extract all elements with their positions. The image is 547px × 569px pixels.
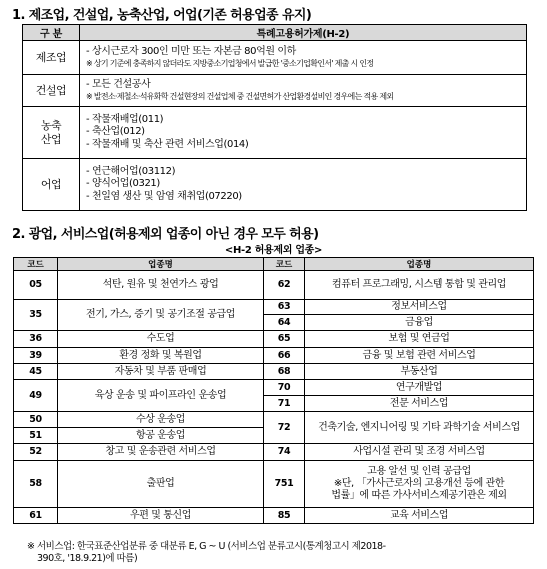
category-label: 건설업 [23, 75, 80, 107]
table-row [14, 331, 534, 348]
industry-name: 금융 및 보험 관련 서비스업 [305, 348, 534, 364]
category-content [80, 159, 527, 211]
table-row-construction [23, 75, 527, 107]
industry-code: 85 [264, 508, 305, 524]
category-content [80, 41, 527, 75]
industry-code: 45 [14, 364, 58, 380]
table-row-manufacturing [23, 41, 527, 75]
category-label-text: 농축 산업 [40, 118, 62, 146]
industry-code: 62 [264, 271, 305, 300]
industry-code: 52 [14, 444, 58, 461]
industry-name: 육상 운송 및 파이프라인 운송업 [58, 380, 264, 412]
industry-name: 보험 및 연금업 [305, 331, 534, 348]
industry-name: 창고 및 운송관련 서비스업 [58, 444, 264, 461]
content-note: ※ 상기 기준에 충족하지 않더라도 지방중소기업청에서 발급한 '중소기업확인서' 제출 시 인정 [86, 59, 374, 69]
industry-name: 석탄, 원유 및 천연가스 광업 [58, 271, 264, 300]
industry-name: 사업시설 관리 및 조경 서비스업 [305, 444, 534, 461]
industry-code: 751 [264, 461, 305, 508]
table-header-row [14, 258, 534, 271]
content-line: - 작물재배 및 축산 관련 서비스업(014) [86, 138, 249, 150]
category-label [23, 107, 80, 159]
industry-code: 49 [14, 380, 58, 412]
industry-name: 전문 서비스업 [305, 396, 534, 412]
industry-code: 66 [264, 348, 305, 364]
category-content [80, 107, 527, 159]
table-row [14, 380, 534, 396]
table-row [14, 364, 534, 380]
footnote-line: ※ 서비스업: 한국표준산업분류 중 대분류 E, G ~ U (서비스업 분류고시(통계청고시 제2018- [27, 541, 386, 552]
industry-code: 50 [14, 412, 58, 428]
industry-name: 건축기술, 엔지니어링 및 기타 과학기술 서비스업 [305, 412, 534, 444]
industry-name: 금융업 [305, 315, 534, 331]
content-line: - 연근해어업(03112) [86, 165, 176, 177]
industry-name: 정보서비스업 [305, 300, 534, 315]
special-employment-table [22, 24, 527, 211]
table-row [14, 444, 534, 461]
industry-code: 70 [264, 380, 305, 396]
industry-name-with-note [305, 461, 534, 508]
table-row [14, 348, 534, 364]
industry-code: 05 [14, 271, 58, 300]
industry-code: 74 [264, 444, 305, 461]
industry-code: 64 [264, 315, 305, 331]
industry-name: 부동산업 [305, 364, 534, 380]
category-content [80, 75, 527, 107]
excluded-industries-subtitle: <H-2 허용제외 업종> [224, 245, 323, 256]
exception-note: 법률」에 따른 가사서비스제공기관은 제외 [331, 490, 507, 501]
category-label: 제조업 [23, 41, 80, 75]
industry-name: 출판업 [58, 461, 264, 508]
category-label: 어업 [23, 159, 80, 211]
industry-code: 68 [264, 364, 305, 380]
table-row-fishery [23, 159, 527, 211]
industry-name: 교육 서비스업 [305, 508, 534, 524]
industry-code: 72 [264, 412, 305, 444]
industry-name: 환경 정화 및 복원업 [58, 348, 264, 364]
industry-name: 연구개발업 [305, 380, 534, 396]
column-header-code: 코드 [264, 258, 305, 271]
industry-code: 61 [14, 508, 58, 524]
industry-code: 71 [264, 396, 305, 412]
industry-code: 63 [264, 300, 305, 315]
industry-name: 항공 운송업 [58, 428, 264, 444]
table-row [14, 300, 534, 315]
industry-name: 수도업 [58, 331, 264, 348]
industry-code: 58 [14, 461, 58, 508]
content-note: ※ 발전소·제철소·석유화학 건설현장의 건설업체 중 건설면허가 산업환경설비인 경우에는 적용 제외 [86, 92, 394, 102]
content-line: - 양식어업(0321) [86, 178, 160, 190]
table-row [14, 461, 534, 508]
column-header-name: 업종명 [305, 258, 534, 271]
industry-code: 65 [264, 331, 305, 348]
content-line: - 작물재배업(011) [86, 113, 164, 125]
industry-name: 자동차 및 부품 판매업 [58, 364, 264, 380]
column-header-category: 구 분 [23, 25, 80, 41]
section2-title: 2. 광업, 서비스업(허용제외 업종이 아닌 경우 모두 허용) [12, 227, 319, 242]
table-row [14, 271, 534, 300]
exception-note: ※단, 「가사근로자의 고용개선 등에 관한 [333, 478, 505, 489]
industry-name: 컴퓨터 프로그래밍, 시스템 통합 및 관리업 [305, 271, 534, 300]
footnote-line: 390호, '18.9.21)에 따름) [37, 553, 138, 564]
column-header-h2: 특례고용허가제(H-2) [80, 25, 527, 41]
table-row [14, 508, 534, 524]
industry-code: 36 [14, 331, 58, 348]
content-line: - 축산업(012) [86, 126, 145, 138]
excluded-industries-table [13, 257, 534, 524]
table-header-row [23, 25, 527, 41]
industry-name: 고용 알선 및 인력 공급업 [367, 466, 471, 477]
industry-code: 51 [14, 428, 58, 444]
content-line: - 상시근로자 300인 미만 또는 자본금 80억원 이하 [86, 45, 296, 57]
table-row [14, 412, 534, 428]
section1-title: 1. 제조업, 건설업, 농축산업, 어업(기존 허용업종 유지) [12, 8, 312, 23]
industry-name: 수상 운송업 [58, 412, 264, 428]
column-header-code: 코드 [14, 258, 58, 271]
industry-code: 35 [14, 300, 58, 331]
footnote [27, 541, 386, 565]
industry-name: 전기, 가스, 증기 및 공기조절 공급업 [58, 300, 264, 331]
content-line: - 천일염 생산 및 암염 채취업(07220) [86, 190, 242, 202]
column-header-name: 업종명 [58, 258, 264, 271]
content-line: - 모든 건설공사 [86, 78, 151, 90]
industry-code: 39 [14, 348, 58, 364]
table-row-agriculture [23, 107, 527, 159]
industry-name: 우편 및 통신업 [58, 508, 264, 524]
